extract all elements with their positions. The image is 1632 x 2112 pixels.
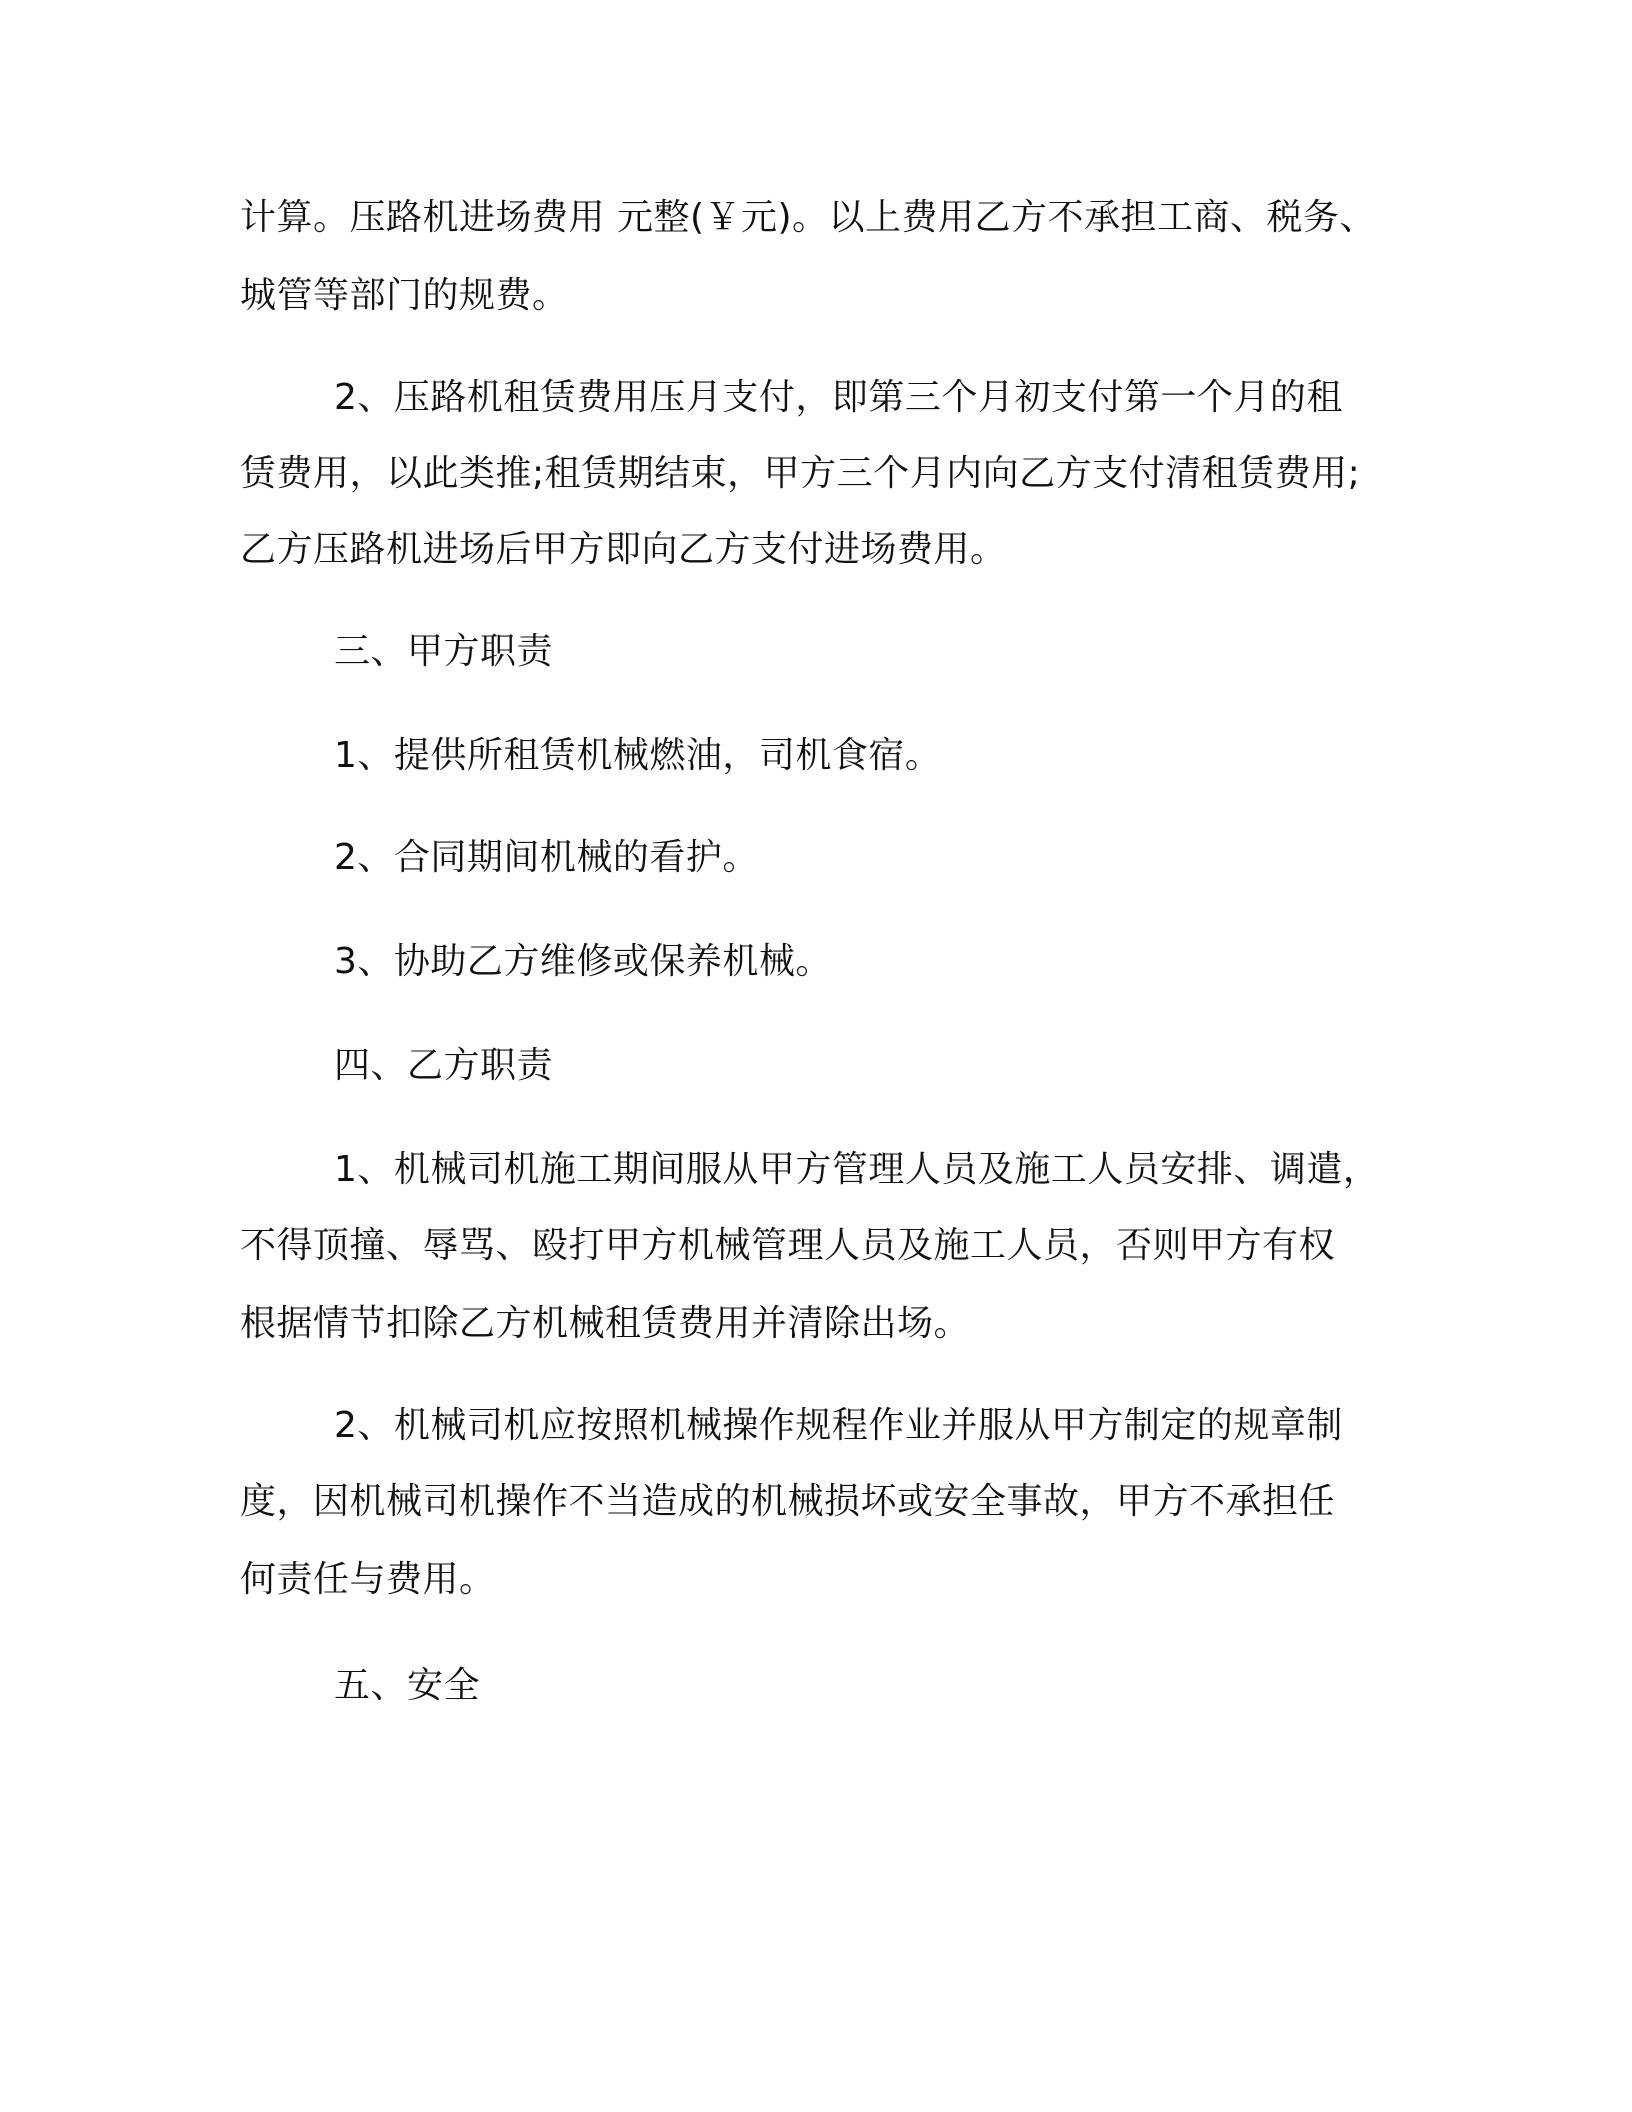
text-line: 度，因机械司机操作不当造成的机械损坏或安全事故，甲方不承担任 — [240, 1481, 1336, 1522]
section-heading: 五、安全 — [334, 1665, 481, 1706]
text-line: 不得顶撞、辱骂、殴打甲方机械管理人员及施工人员，否则甲方有权 — [240, 1225, 1336, 1266]
text-line: 2、合同期间机械的看护。 — [334, 837, 759, 878]
section-heading: 四、乙方职责 — [334, 1045, 554, 1086]
text-line: 赁费用，以此类推;租赁期结束，甲方三个月内向乙方支付清租赁费用; — [240, 453, 1361, 494]
text-line: 1、提供所租赁机械燃油，司机食宿。 — [334, 735, 942, 776]
text-line: 3、协助乙方维修或保养机械。 — [334, 941, 832, 982]
text-line: 城管等部门的规费。 — [240, 275, 569, 316]
text-line: 2、压路机租赁费用压月支付，即第三个月初支付第一个月的租 — [334, 377, 1343, 418]
text-line: 何责任与费用。 — [240, 1559, 496, 1600]
text-line: 根据情节扣除乙方机械租赁费用并清除出场。 — [240, 1303, 971, 1344]
text-line: 计算。压路机进场费用 元整(￥元)。以上费用乙方不承担工商、税务、 — [240, 197, 1377, 238]
text-line: 2、机械司机应按照机械操作规程作业并服从甲方制定的规章制 — [334, 1405, 1343, 1446]
text-line: 乙方压路机进场后甲方即向乙方支付进场费用。 — [240, 529, 1007, 570]
text-line: 1、机械司机施工期间服从甲方管理人员及施工人员安排、调遣， — [334, 1149, 1380, 1190]
section-heading: 三、甲方职责 — [334, 631, 554, 672]
